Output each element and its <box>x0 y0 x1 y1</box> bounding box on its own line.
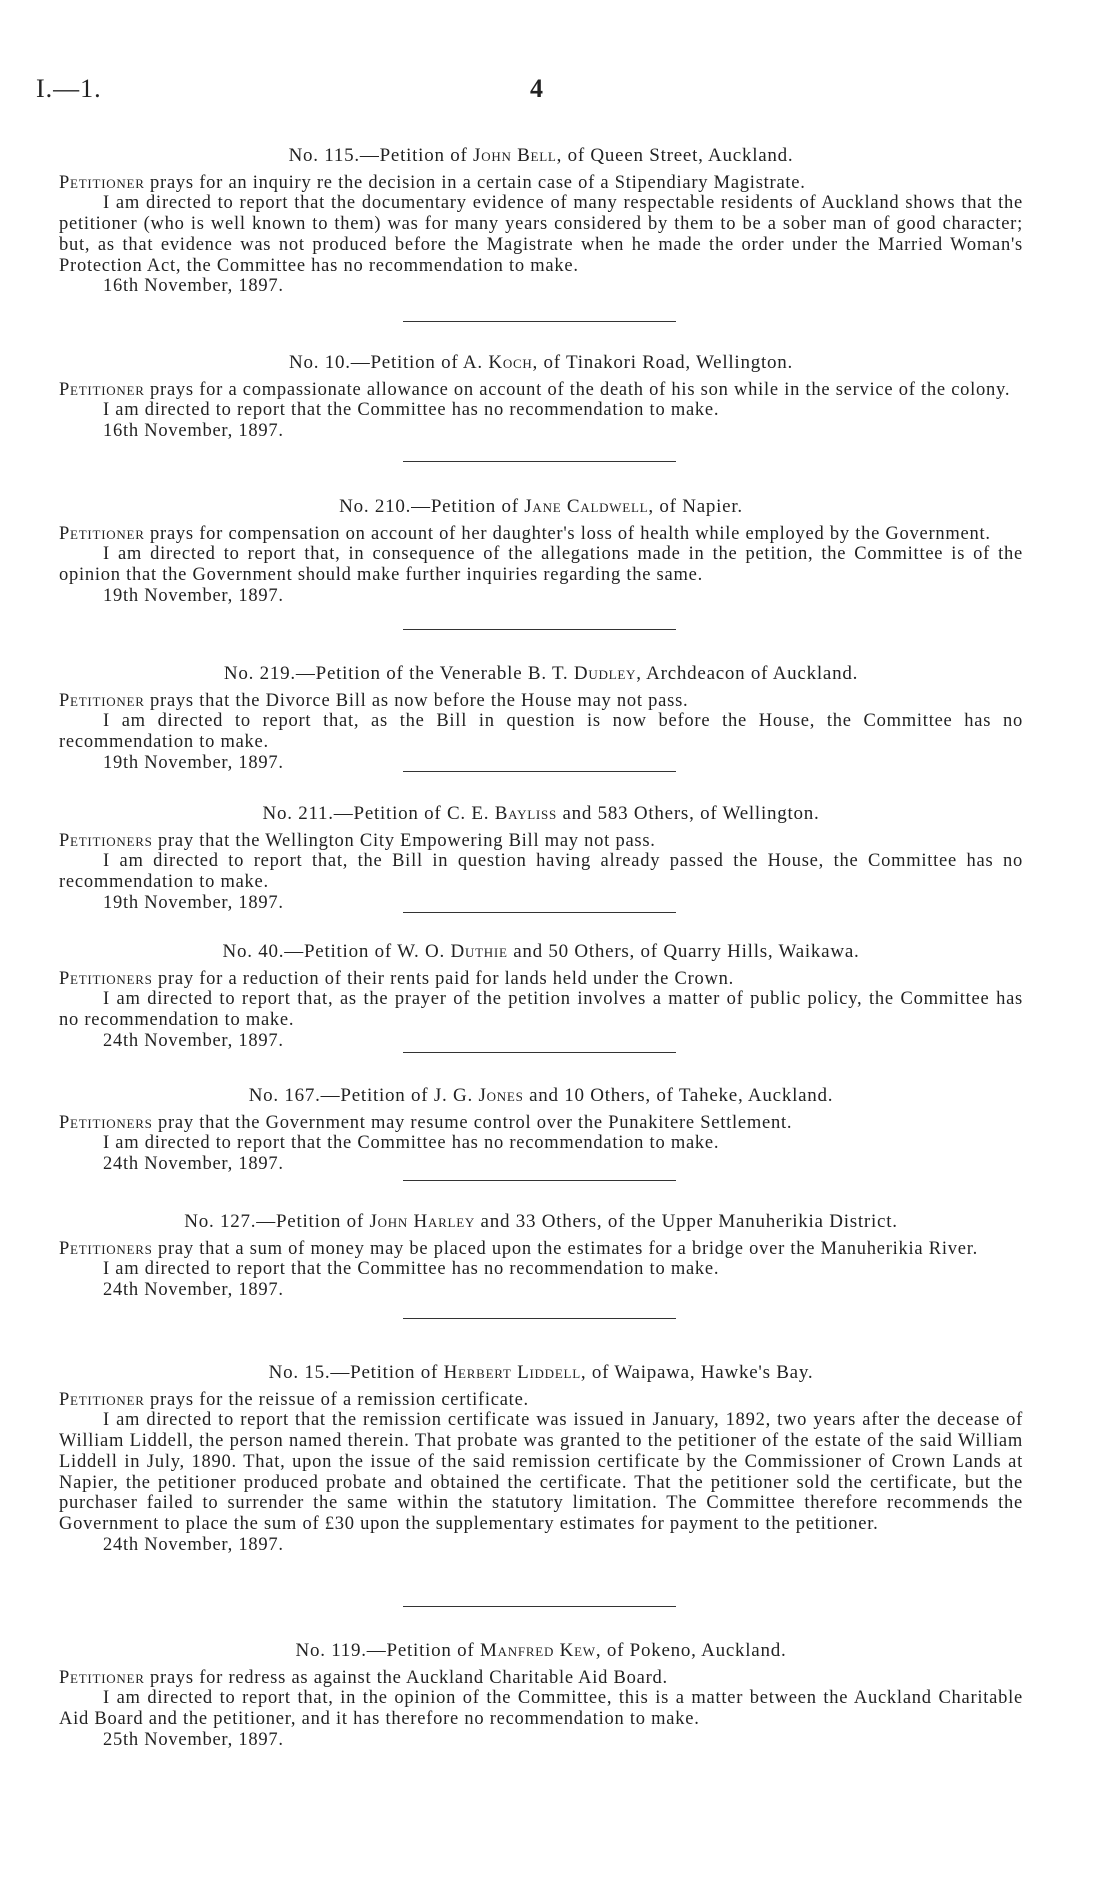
lead-word: Petitioners <box>59 830 153 851</box>
lead-word: Petitioner <box>59 172 145 193</box>
petition-heading <box>59 1363 1023 1384</box>
prayer-paragraph <box>59 1239 1023 1260</box>
prayer-paragraph <box>59 831 1023 852</box>
petitioner-name: Duthie <box>450 941 508 962</box>
petitioner-name: Bayliss <box>494 803 557 824</box>
lead-word: Petitioner <box>59 379 145 400</box>
report-paragraph: I am directed to report that, in the opinion of the Committee, this is a matter between the Auckland Charitable Aid Board and the petitioner, and it has therefore no recommendation to make. <box>59 1688 1023 1730</box>
lead-word: Petitioner <box>59 523 145 544</box>
report-date: 16th November, 1897. <box>103 276 284 297</box>
heading-prefix: No. 127.—Petition of <box>184 1211 370 1232</box>
petition-heading <box>59 1212 1023 1233</box>
prayer-paragraph <box>59 524 1023 545</box>
report-paragraph: I am directed to report that the Committee has no recommendation to make. <box>103 400 720 421</box>
prayer-paragraph <box>59 173 1023 194</box>
heading-prefix: No. 10.—Petition of A. <box>289 352 489 373</box>
report-date: 25th November, 1897. <box>103 1729 284 1750</box>
petition-heading <box>59 942 1023 963</box>
lead-word: Petitioner <box>59 1389 145 1410</box>
report-paragraph: I am directed to report that, as the Bill in question is now before the House, the Committee has no recommendation to make. <box>59 711 1023 753</box>
heading-suffix: and 33 Others, of the Upper Manuherikia District. <box>475 1211 898 1232</box>
petition-section <box>59 146 1023 297</box>
prayer-text: prays for a compassionate allowance on account of the death of his son while in the service of the colony. <box>144 379 1011 400</box>
section-divider <box>403 1052 676 1053</box>
section-divider <box>403 1606 676 1607</box>
lead-word: Petitioners <box>59 1238 153 1259</box>
prayer-paragraph <box>59 1113 1023 1134</box>
report-paragraph: I am directed to report that the remission certificate was issued in January, 1892, two years after the decease of William Liddell, the person named therein. That probate was granted to the petitioner of the estate of the said William Liddell in July, 1890. That, upon the issue of the said remission certificate by the Commissioner of Crown Lands at Napier, the petitioner produced probate and obtained the certificate. That the petitioner sold the certificate, but the purchaser failed to surrender the same within the statutory limitation. The Committee therefore recommends the Government to place the sum of £30 upon the supplementary estimates for payment to the petitioner. <box>59 1410 1023 1534</box>
heading-prefix: No. 119.—Petition of <box>295 1640 480 1661</box>
petition-section <box>59 1641 1023 1751</box>
heading-prefix: No. 40.—Petition of W. O. <box>222 941 451 962</box>
heading-prefix: No. 211.—Petition of C. E. <box>262 803 495 824</box>
heading-suffix: , of Waipawa, Hawke's Bay. <box>580 1362 814 1383</box>
section-divider <box>403 321 676 322</box>
section-divider <box>403 1180 676 1181</box>
prayer-text: prays for compensation on account of her daughter's loss of health while employed by the Government. <box>144 523 991 544</box>
prayer-text: prays that the Divorce Bill as now before the House may not pass. <box>144 690 689 711</box>
report-paragraph: I am directed to report that the documentary evidence of many respectable residents of Auckland shows that the petitioner (who is well known to them) was for many years considered by them to be a sober man of good character; but, as that evidence was not produced before the Magistrate when he made the order under the Married Woman's Protection Act, the Committee has no recommendation to make. <box>59 193 1023 276</box>
petition-section <box>59 353 1023 442</box>
heading-suffix: , of Napier. <box>648 496 743 517</box>
prayer-paragraph <box>59 1390 1023 1411</box>
prayer-text: pray that the Wellington City Empowering Bill may not pass. <box>152 830 656 851</box>
petition-heading <box>59 804 1023 825</box>
section-divider <box>403 461 676 462</box>
prayer-text: pray that the Government may resume control over the Punakitere Settlement. <box>152 1112 793 1133</box>
section-divider <box>403 771 676 772</box>
report-paragraph: I am directed to report that, the Bill in question having already passed the House, the Committee has no recommendation to make. <box>59 851 1023 893</box>
heading-prefix: No. 219.—Petition of the Venerable B. T. <box>223 663 574 684</box>
petition-heading <box>59 497 1023 518</box>
document-series-label: I.—1. <box>36 74 102 103</box>
prayer-text: prays for the reissue of a remission certificate. <box>144 1389 529 1410</box>
prayer-paragraph <box>59 1668 1023 1689</box>
petition-section <box>59 497 1023 607</box>
report-paragraph: I am directed to report that, in consequence of the allegations made in the petition, the Committee is of the opinion that the Government should make further inquiries regarding the same. <box>59 544 1023 586</box>
report-paragraph: I am directed to report that, as the prayer of the petition involves a matter of public policy, the Committee has no recommendation to make. <box>59 989 1023 1031</box>
report-date: 19th November, 1897. <box>103 585 284 606</box>
petition-heading <box>59 146 1023 167</box>
report-paragraph: I am directed to report that the Committee has no recommendation to make. <box>103 1133 720 1154</box>
report-date: 24th November, 1897. <box>103 1154 284 1175</box>
petition-heading <box>59 1086 1023 1107</box>
report-date: 24th November, 1897. <box>103 1534 284 1555</box>
prayer-text: prays for redress as against the Auckland Charitable Aid Board. <box>144 1667 668 1688</box>
report-date: 24th November, 1897. <box>103 1280 284 1301</box>
petition-section <box>59 942 1023 1052</box>
petitioner-name: John Harley <box>369 1211 476 1232</box>
petitioner-name: Koch <box>488 352 533 373</box>
heading-suffix: , Archdeacon of Auckland. <box>636 663 859 684</box>
petitioner-name: Jane Caldwell <box>524 496 649 517</box>
prayer-text: prays for an inquiry re the decision in a certain case of a Stipendiary Magistrate. <box>144 172 806 193</box>
petition-section <box>59 804 1023 914</box>
report-date: 24th November, 1897. <box>103 1030 284 1051</box>
prayer-text: pray for a reduction of their rents paid for lands held under the Crown. <box>152 968 734 989</box>
petition-heading <box>59 1641 1023 1662</box>
lead-word: Petitioners <box>59 1112 153 1133</box>
heading-prefix: No. 15.—Petition of <box>268 1362 444 1383</box>
heading-prefix: No. 167.—Petition of J. G. <box>248 1085 479 1106</box>
prayer-text: pray that a sum of money may be placed upon the estimates for a bridge over the Manuherikia River. <box>152 1238 978 1259</box>
report-date: 16th November, 1897. <box>103 421 284 442</box>
report-paragraph: I am directed to report that the Committee has no recommendation to make. <box>103 1259 720 1280</box>
prayer-paragraph <box>59 969 1023 990</box>
petition-heading <box>59 664 1023 685</box>
petitioner-name: John Bell <box>473 145 557 166</box>
petition-section <box>59 1086 1023 1175</box>
heading-prefix: No. 210.—Petition of <box>339 496 525 517</box>
heading-suffix: , of Tinakori Road, Wellington. <box>532 352 793 373</box>
section-divider <box>403 629 676 630</box>
report-date: 19th November, 1897. <box>103 752 284 773</box>
petitioner-name: Herbert Liddell <box>443 1362 581 1383</box>
heading-suffix: and 583 Others, of Wellington. <box>556 803 820 824</box>
petition-heading <box>59 353 1023 374</box>
petition-section <box>59 1363 1023 1555</box>
heading-suffix: , of Queen Street, Auckland. <box>556 145 794 166</box>
section-divider <box>403 912 676 913</box>
heading-suffix: and 10 Others, of Taheke, Auckland. <box>523 1085 834 1106</box>
lead-word: Petitioners <box>59 968 153 989</box>
prayer-paragraph <box>59 691 1023 712</box>
page-number: 4 <box>530 74 543 103</box>
report-date: 19th November, 1897. <box>103 892 284 913</box>
petitioner-name: Jones <box>478 1085 524 1106</box>
heading-suffix: , of Pokeno, Auckland. <box>595 1640 787 1661</box>
lead-word: Petitioner <box>59 1667 145 1688</box>
heading-suffix: and 50 Others, of Quarry Hills, Waikawa. <box>507 941 860 962</box>
petition-section <box>59 664 1023 774</box>
petitioner-name: Manfred Kew <box>479 1640 596 1661</box>
section-divider <box>403 1318 676 1319</box>
petitioner-name: Dudley <box>573 663 637 684</box>
petition-section <box>59 1212 1023 1301</box>
prayer-paragraph <box>59 380 1023 401</box>
lead-word: Petitioner <box>59 690 145 711</box>
heading-prefix: No. 115.—Petition of <box>288 145 474 166</box>
